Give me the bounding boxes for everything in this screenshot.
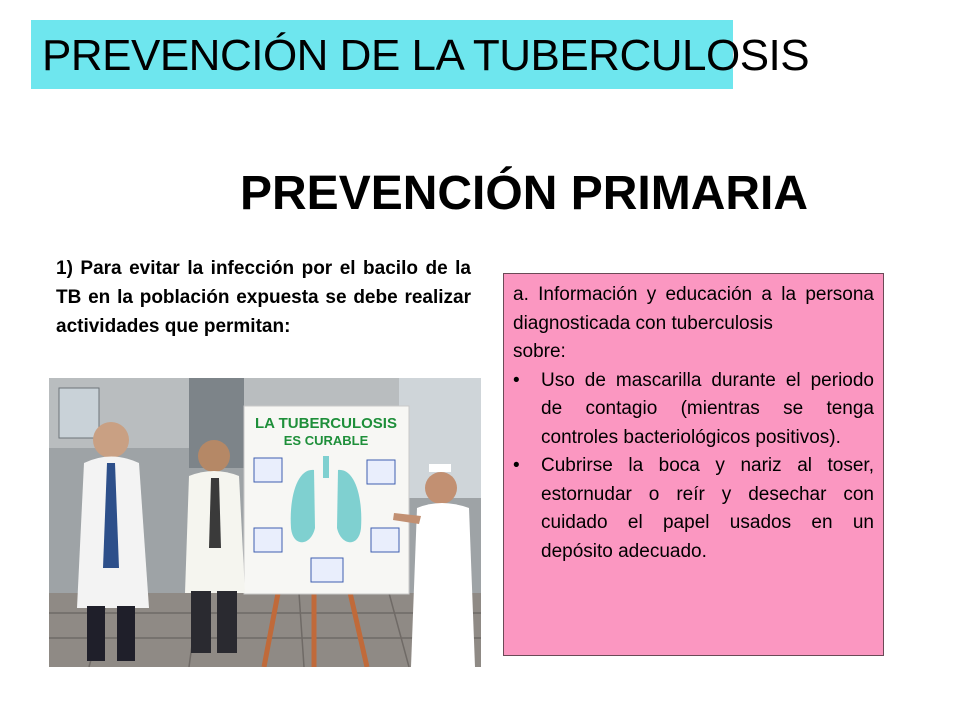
list-item [513,367,874,453]
bullet-text-mascarilla: Uso de mascarilla durante el periodo de contagio (mientras se tenga controles bacteriológicos positivos). [541,369,874,448]
info-sobre-label: sobre: [513,341,566,362]
bullet-symbol: • [513,369,520,391]
info-intro-line: a. Información y educación a la persona diagnosticada con tuberculosis [513,284,874,334]
poster-title-line1: LA TUBERCULOSIS [255,415,397,432]
poster-title-line2: ES CURABLE [283,433,369,448]
section-subtitle: PREVENCIÓN PRIMARIA [240,167,809,220]
bullet-text-cubrirse: Cubrirse la boca y nariz al toser, estornudar o reír y desechar con cuidado el papel usados en un depósito adecuado. [541,455,874,562]
info-box [503,273,884,656]
info-bullet-list [513,367,874,567]
intro-paragraph: 1) Para evitar la infección por el bacilo de la TB en la población expuesta se debe realizar actividades que permitan: [56,258,471,337]
health-education-photo [49,378,481,667]
slide-title: PREVENCIÓN DE LA TUBERCULOSIS [42,31,810,80]
list-item [513,452,874,566]
bullet-symbol: • [513,455,520,476]
